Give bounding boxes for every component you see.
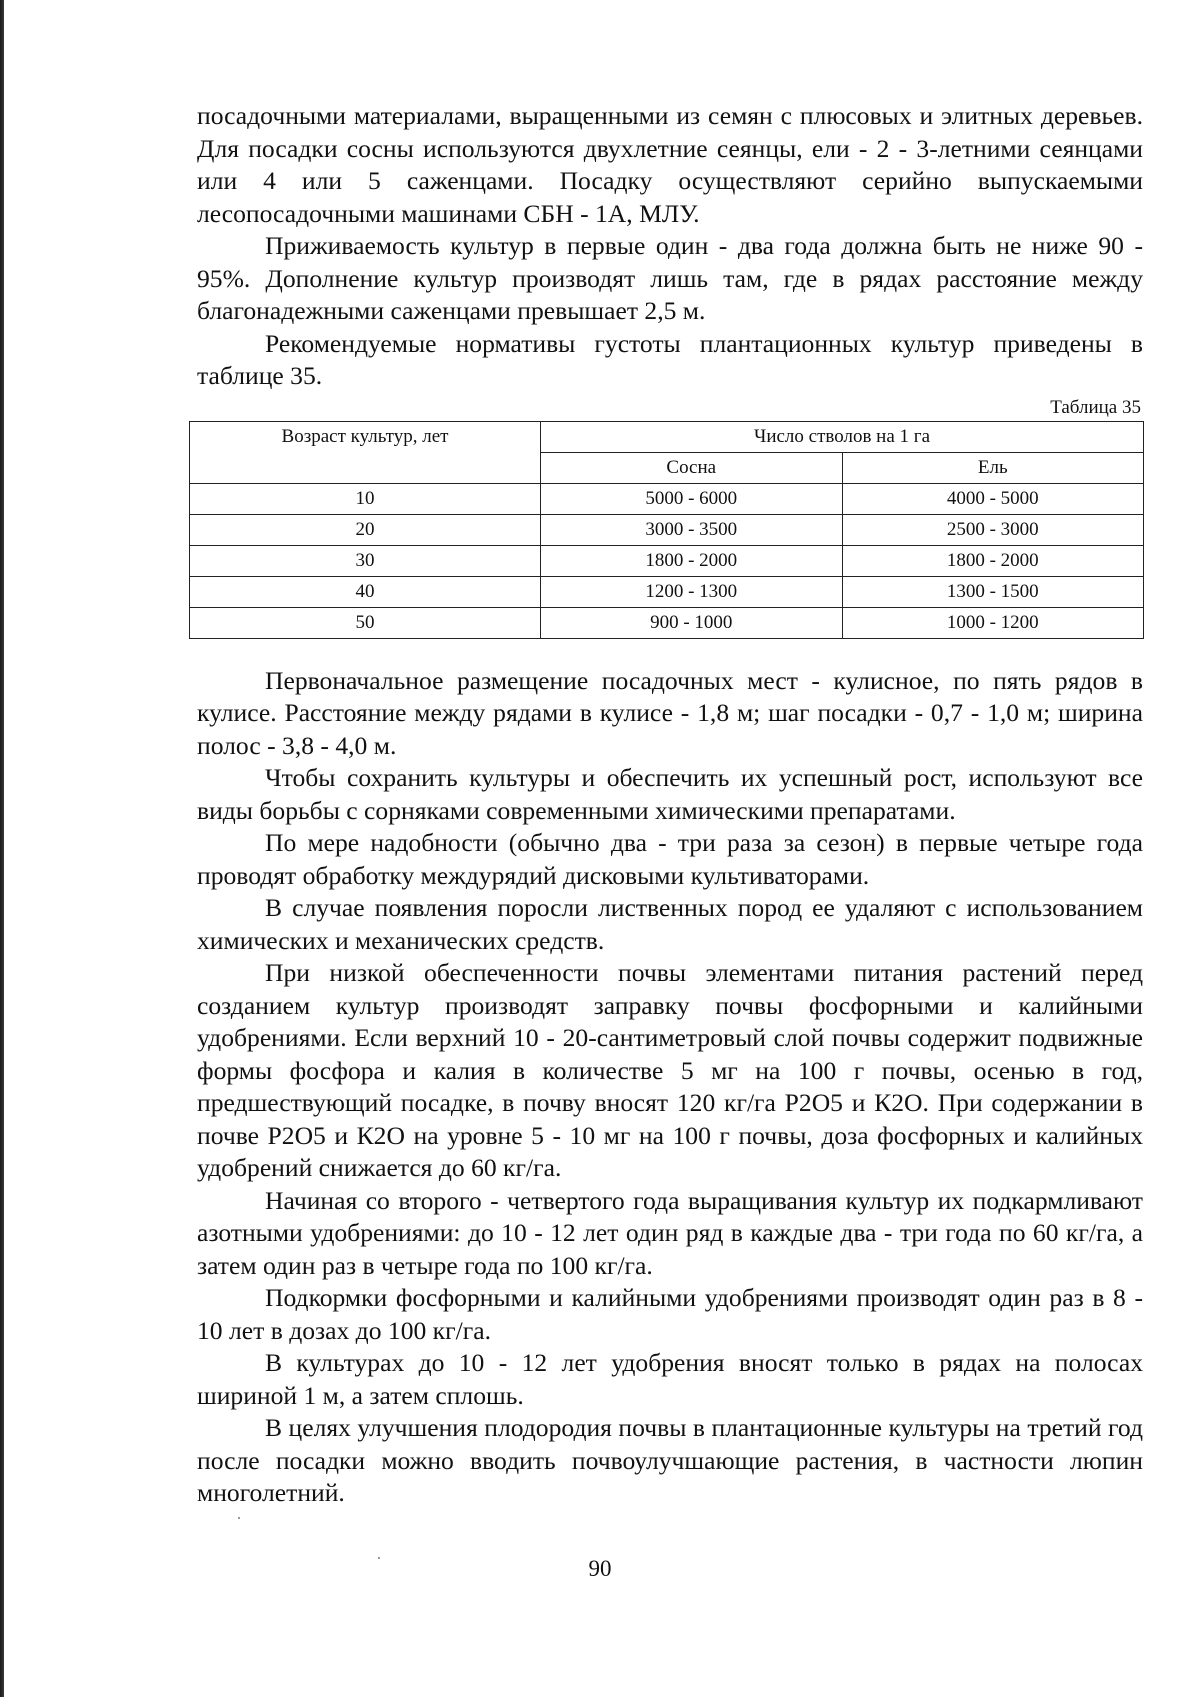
cell-spruce: 4000 - 5000 bbox=[842, 483, 1144, 514]
table-row bbox=[190, 483, 1144, 514]
cell-spruce: 1000 - 1200 bbox=[842, 607, 1144, 638]
paragraph: В целях улучшения плодородия почвы в плантационные культуры на третий год после посадки можно вводить почвоулучшающие растения, в частности люпин многолетний. bbox=[197, 1413, 1143, 1507]
paragraph: Приживаемость культур в первые один - два года должна быть не ниже 90 - 95%. Дополнение культур производят лишь там, где в рядах расстояние между благонадежными саженцами превышает 2,5 м. bbox=[197, 231, 1143, 325]
header-spruce: Ель bbox=[842, 452, 1144, 483]
paragraph: Чтобы сохранить культуры и обеспечить их успешный рост, используют все виды борьбы с сорняками современными химическими препаратами. bbox=[197, 763, 1143, 825]
paragraph: Подкормки фосфорными и калийными удобрениями производят один раз в 8 - 10 лет в дозах до 100 кг/га. bbox=[197, 1283, 1143, 1345]
table-row bbox=[190, 607, 1144, 638]
page-number: 90 bbox=[588, 1556, 612, 1581]
paragraph: При низкой обеспеченности почвы элементами питания растений перед созданием культур производят заправку почвы фосфорными и калийными удобрениями. Если верхний 10 - 20-сантиметровый слой почвы содержит подвижные формы фосфора и калия в количестве 5 мг на 100 г почвы, осенью в год, предшествующий посадке, в почву вносят 120 кг/га Р2О5 и К2О. При содержании в почве Р2О5 и К2О на уровне 5 - 10 мг на 100 г почвы, доза фосфорных и калийных удобрений снижается до 60 кг/га. bbox=[197, 958, 1143, 1182]
paragraph: По мере надобности (обычно два - три раза за сезон) в первые четыре года проводят обработку междурядий дисковыми культиваторами. bbox=[197, 828, 1143, 890]
cell-age: 50 bbox=[190, 607, 541, 638]
scan-left-edge bbox=[0, 0, 4, 1697]
paragraph: Первоначальное размещение посадочных мест - кулисное, по пять рядов в кулисе. Расстояние между рядами в кулисе - 1,8 м; шаг посадки - 0,7 - 1,0 м; ширина полос - 3,8 - 4,0 м. bbox=[197, 665, 1143, 760]
paragraph: Рекомендуемые нормативы густоты плантационных культур приведены в таблице 35. bbox=[197, 328, 1143, 390]
table-row bbox=[190, 576, 1144, 607]
cell-spruce: 2500 - 3000 bbox=[842, 514, 1144, 545]
cell-spruce: 1300 - 1500 bbox=[842, 576, 1144, 607]
paragraph-continued: посадочными материалами, выращенными из семян с плюсовых и элитных деревьев. Для посадки сосны используются двухлетние сеянцы, ели - 2 - 3-летними сеянцами или 4 или 5 саженцами. Посадку осуществляют серийно выпускаемыми лесопосадочными машинами СБН - 1А, МЛУ. bbox=[197, 101, 1143, 228]
header-age: Возраст культур, лет bbox=[190, 421, 541, 483]
cell-pine: 1800 - 2000 bbox=[541, 545, 843, 576]
cell-pine: 3000 - 3500 bbox=[541, 514, 843, 545]
page-body bbox=[197, 100, 1143, 1510]
scan-speck bbox=[238, 1517, 240, 1519]
cell-age: 40 bbox=[190, 576, 541, 607]
table-row bbox=[190, 545, 1144, 576]
cell-spruce: 1800 - 2000 bbox=[842, 545, 1144, 576]
table-caption: Таблица 35 bbox=[1050, 396, 1141, 418]
cell-age: 10 bbox=[190, 483, 541, 514]
cell-age: 30 bbox=[190, 545, 541, 576]
cell-age: 20 bbox=[190, 514, 541, 545]
planting-density-table bbox=[189, 421, 1144, 639]
paragraph: В случае появления поросли лиственных пород ее удаляют с использованием химических и механических средств. bbox=[197, 893, 1143, 955]
cell-pine: 1200 - 1300 bbox=[541, 576, 843, 607]
cell-pine: 900 - 1000 bbox=[541, 607, 843, 638]
header-stems-per-ha: Число стволов на 1 га bbox=[541, 421, 1144, 452]
paragraph: В культурах до 10 - 12 лет удобрения вносят только в рядах на полосах шириной 1 м, а затем сплошь. bbox=[197, 1348, 1143, 1410]
table-row bbox=[190, 514, 1144, 545]
header-pine: Сосна bbox=[541, 452, 843, 483]
paragraph: Начиная со второго - четвертого года выращивания культур их подкармливают азотными удобрениями: до 10 - 12 лет один ряд в каждые два - три года по 60 кг/га, а затем один раз в четыре года по 100 кг/га. bbox=[197, 1185, 1143, 1280]
cell-pine: 5000 - 6000 bbox=[541, 483, 843, 514]
table-header-row bbox=[190, 421, 1144, 452]
